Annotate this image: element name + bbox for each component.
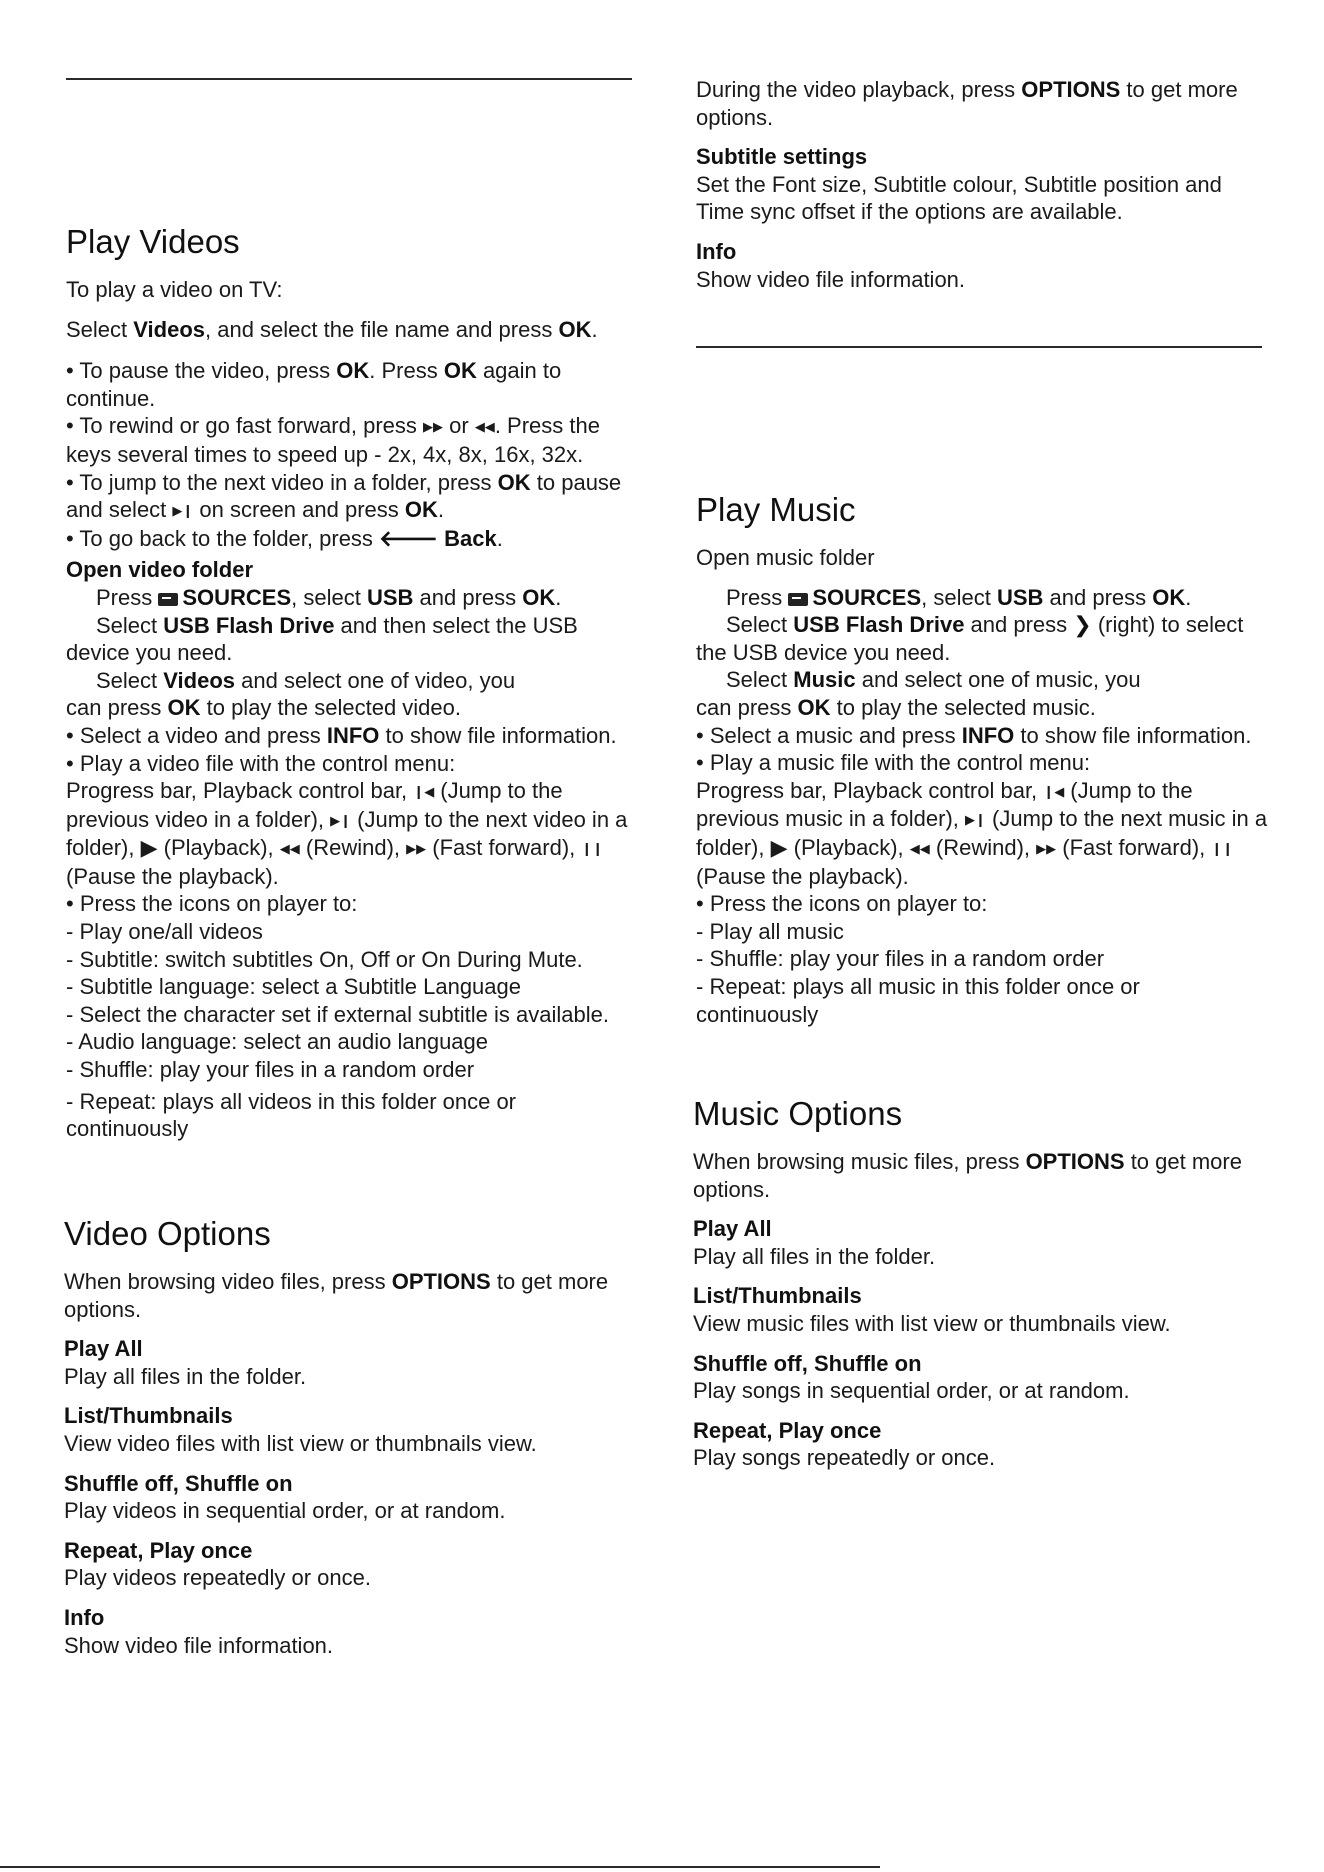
rewind-icon: ◀◀ — [279, 841, 300, 857]
list-item: - Audio language: select an audio language — [66, 1029, 489, 1055]
list-item: Press SOURCES, select USB and press OK. — [96, 584, 562, 610]
option-title: Info — [696, 238, 737, 264]
option-description: Play videos in sequential order, or at random. — [64, 1498, 506, 1524]
pause-icon: ❙❙ — [1211, 840, 1234, 856]
list-item: Progress bar, Playback control bar, ❙◀ (Jump to the previous video in a folder), ▶❙ (Jump to the next video in a folder), ▶ (Playback), ◀◀ (Rewind), ▶▶ (Fast forward), ❙❙ (Pause the playback). — [66, 778, 628, 889]
option-description: Set the Font size, Subtitle colour, Subtitle position and Time sync offset if the options are available. — [696, 171, 1222, 225]
play-videos-select: Select Videos, and select the file name and press OK. — [66, 316, 598, 342]
option-title: Subtitle settings — [696, 144, 868, 170]
list-item: Select Videos and select one of video, you can press OK to play the selected video. — [66, 667, 516, 721]
list-item: - Repeat: plays all videos in this folder once or continuously — [66, 1088, 517, 1142]
pause-icon: ❙❙ — [581, 841, 604, 857]
chevron-right-icon: ❯ — [1073, 612, 1092, 638]
play-music-title: Play Music — [696, 491, 856, 528]
fast-forward-icon: ▶▶ — [1036, 840, 1057, 856]
play-videos-title: Play Videos — [66, 223, 240, 260]
fast-forward-icon: ▶▶ — [406, 841, 427, 857]
play-icon: ▶ — [770, 834, 788, 860]
next-icon: ▶❙ — [330, 812, 352, 828]
list-item: • Press the icons on player to: — [696, 891, 988, 917]
play-icon: ▶ — [140, 835, 158, 861]
list-item: • Press the icons on player to: — [66, 891, 358, 917]
list-item: • To go back to the folder, press 🡐 Back. — [66, 525, 503, 551]
list-item: - Select the character set if external subtitle is available. — [66, 1001, 609, 1027]
fast-forward-icon: ▶▶ — [423, 419, 444, 435]
previous-icon: ❙◀ — [413, 784, 435, 800]
list-item: • Play a music file with the control menu: — [696, 750, 1091, 776]
play-music-section — [696, 490, 1272, 1028]
play-videos-section — [66, 222, 642, 1143]
list-item: - Play all music — [696, 918, 844, 944]
option-description: Show video file information. — [696, 266, 966, 292]
option-description: Play songs in sequential order, or at random. — [693, 1378, 1130, 1404]
sources-icon — [158, 593, 178, 606]
play-videos-bullets — [66, 357, 642, 552]
option-description: View music files with list view or thumbnails view. — [693, 1310, 1171, 1336]
option-description: Play all files in the folder. — [693, 1243, 936, 1269]
top-rule-right — [696, 346, 1262, 348]
music-options-title: Music Options — [693, 1095, 903, 1132]
option-title: Shuffle off, Shuffle on — [64, 1470, 293, 1496]
option-description: Play songs repeatedly or once. — [693, 1445, 996, 1471]
option-description: Play videos repeatedly or once. — [64, 1565, 371, 1591]
next-icon: ▶❙ — [965, 812, 986, 828]
option-title: Repeat, Play once — [64, 1537, 253, 1563]
video-options-section — [64, 1214, 634, 1659]
option-title: Play All — [64, 1336, 143, 1362]
option-description: Show video file information. — [64, 1632, 334, 1658]
option-title: Info — [64, 1604, 105, 1630]
back-arrow-icon: 🡐 — [379, 525, 439, 551]
list-item: - Play one/all videos — [66, 919, 263, 945]
list-item: - Shuffle: play your files in a random order — [66, 1057, 475, 1083]
list-item: - Repeat: plays all music in this folder once or continuously — [696, 973, 1140, 1027]
list-item: - Subtitle language: select a Subtitle Language — [66, 974, 521, 1000]
option-title: List/Thumbnails — [693, 1283, 862, 1309]
previous-icon: ❙◀ — [1043, 783, 1065, 799]
top-rule-left — [66, 78, 632, 80]
list-item: - Subtitle: switch subtitles On, Off or On During Mute. — [66, 946, 583, 972]
rewind-icon: ◀◀ — [474, 419, 495, 435]
list-item: • Select a video and press INFO to show file information. — [66, 722, 617, 748]
sources-icon — [788, 593, 808, 606]
next-icon: ▶❙ — [172, 503, 194, 519]
list-item: - Shuffle: play your files in a random order — [696, 946, 1105, 972]
rewind-icon: ◀◀ — [909, 840, 930, 856]
list-item: • To jump to the next video in a folder, press OK to pause and select ▶❙ on screen and press OK. — [66, 469, 622, 523]
video-options-intro: When browsing video files, press OPTIONS to get more options. — [64, 1269, 609, 1322]
open-video-folder-heading: Open video folder — [66, 557, 254, 583]
list-item: • Select a music and press INFO to show file information. — [696, 722, 1252, 748]
list-item: Progress bar, Playback control bar, ❙◀ (Jump to the previous music in a folder), ▶❙ (Jump to the next music in a folder), ▶ (Playback), ◀◀ (Rewind), ▶▶ (Fast forward), ❙❙ (Pause the playback). — [696, 777, 1268, 889]
play-videos-intro: To play a video on TV: — [66, 277, 283, 302]
footer-rule — [0, 1866, 880, 1868]
video-options-title: Video Options — [64, 1215, 271, 1252]
option-title: List/Thumbnails — [64, 1403, 233, 1429]
option-description: View video files with list view or thumbnails view. — [64, 1430, 537, 1456]
list-item: Press SOURCES, select USB and press OK. — [726, 584, 1192, 610]
list-item: Select USB Flash Drive and then select the USB device you need. — [66, 612, 578, 666]
option-title: Repeat, Play once — [693, 1417, 882, 1443]
music-options-section — [693, 1094, 1269, 1472]
video-playback-options — [696, 76, 1272, 293]
list-item: • Play a video file with the control menu: — [66, 750, 456, 776]
option-description: Play all files in the folder. — [64, 1363, 307, 1389]
option-title: Shuffle off, Shuffle on — [693, 1350, 922, 1376]
list-item: Select Music and select one of music, you can press OK to play the selected music. — [696, 667, 1141, 720]
open-music-folder: Open music folder — [696, 545, 875, 570]
option-title: Play All — [693, 1216, 772, 1242]
list-item: • To pause the video, press OK. Press OK again to continue. — [66, 358, 562, 411]
playback-options-intro: During the video playback, press OPTIONS to get more options. — [696, 77, 1238, 130]
music-options-intro: When browsing music files, press OPTIONS to get more options. — [693, 1149, 1242, 1202]
list-item: Select USB Flash Drive and press ❯ (right) to select the USB device you need. — [696, 612, 1244, 665]
list-item: • To rewind or go fast forward, press ▶▶ or ◀◀. Press the keys several times to speed up - 2x, 4x, 8x, 16x, 32x. — [66, 413, 600, 467]
